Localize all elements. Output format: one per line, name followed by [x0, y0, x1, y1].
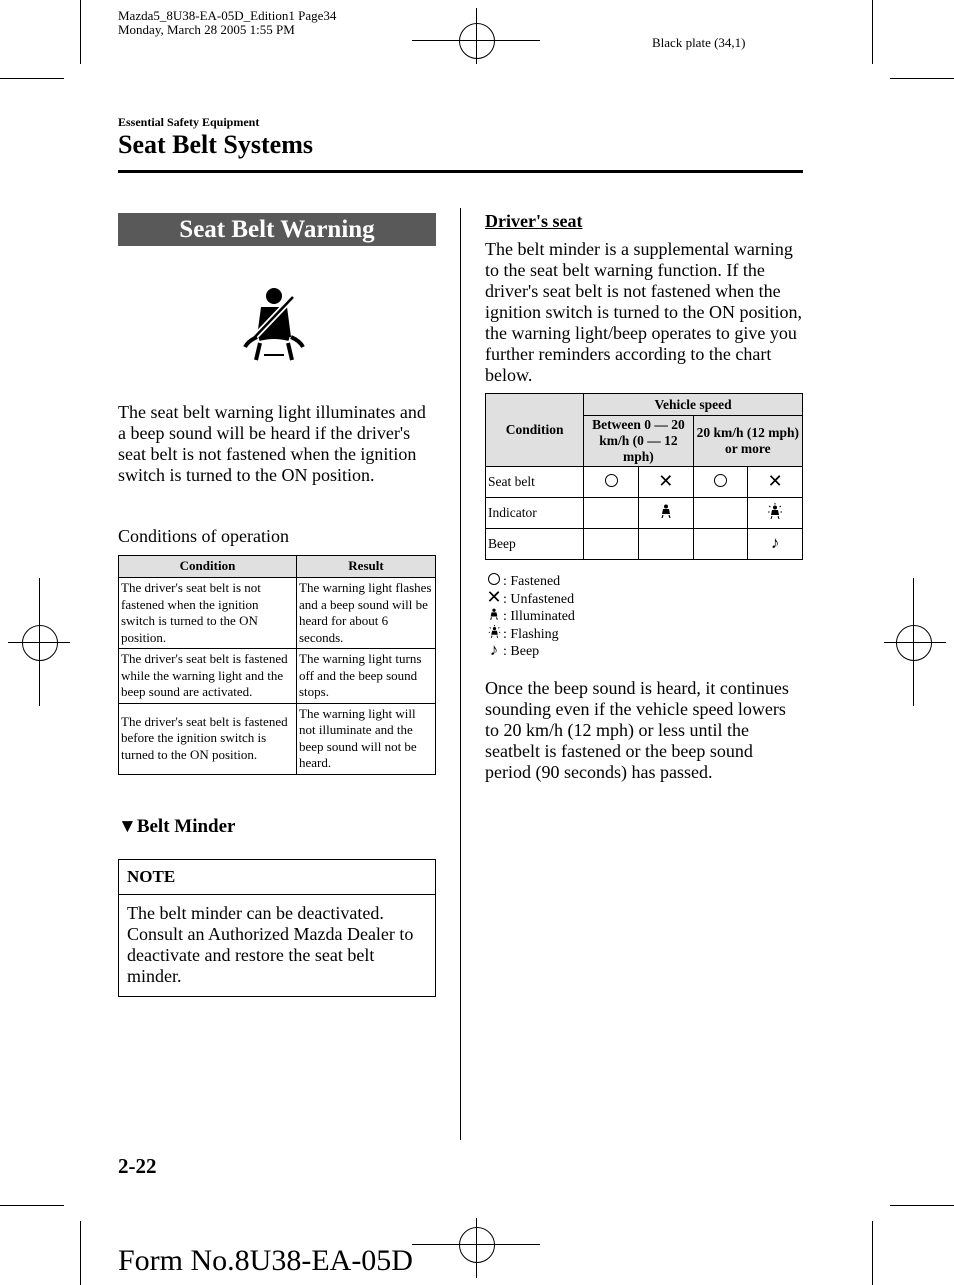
table-header: Between 0 — 20 km/h (0 — 12 mph) [584, 416, 693, 467]
crop-mark [0, 1205, 64, 1206]
row-label: Beep [486, 529, 584, 560]
legend-label: : Illuminated [503, 609, 575, 624]
table-row [486, 467, 803, 498]
table-cell [693, 498, 748, 529]
vehicle-speed-table [485, 393, 803, 560]
triangle-down-icon: ▼ [118, 816, 137, 837]
legend-item [485, 640, 575, 660]
seat-belt-warning-icon [240, 285, 308, 363]
table-cell: The driver's seat belt is fastened before the ignition switch is turned to the ON position. [119, 703, 297, 774]
row-label: Seat belt [486, 467, 584, 498]
crop-mark [80, 0, 81, 64]
note-body: The belt minder can be deactivated. Consult an Authorized Mazda Dealer to deactivate and restore the seat belt minder. [127, 903, 414, 986]
legend-item [485, 608, 575, 625]
table-cell [584, 529, 639, 560]
belt-minder-heading [118, 816, 236, 838]
crop-mark [890, 78, 954, 79]
fastened-circle-icon [488, 573, 500, 585]
page-title: Seat Belt Systems [118, 130, 313, 159]
beep-duration-paragraph: Once the beep sound is heard, it continues sounding even if the vehicle speed lowers to 20 km/h (12 mph) or less until the seatbelt is fastened or the beep sound period (90 seconds) has passed. [485, 678, 789, 782]
beep-note-icon: ♪ [489, 640, 499, 659]
column-divider [460, 208, 461, 1140]
note-box [118, 859, 436, 997]
beep-note-icon: ♪ [770, 533, 780, 552]
table-cell [693, 529, 748, 560]
table-header: Condition [486, 394, 584, 467]
fastened-circle-icon [714, 474, 727, 487]
table-row [119, 703, 436, 774]
legend-item [485, 587, 575, 608]
legend-label: : Flashing [503, 627, 559, 642]
drivers-seat-heading: Driver's seat [485, 211, 583, 231]
illuminated-seatbelt-icon [660, 504, 672, 518]
unfastened-cross-icon: ✕ [658, 470, 674, 491]
table-header: 20 km/h (12 mph) or more [693, 416, 802, 467]
table-cell [584, 467, 639, 498]
table-cell [748, 498, 803, 529]
intro-paragraph: The seat belt warning light illuminates and a beep sound will be heard if the driver's seat belt is not fastened when the ignition switch is turned to the ON position. [118, 402, 426, 485]
table-cell: The driver's seat belt is fastened while the warning light and the beep sound are activated. [119, 649, 297, 704]
table-cell [638, 467, 693, 498]
table-cell: The driver's seat belt is not fastened when the ignition switch is turned to the ON position. [119, 578, 297, 649]
crop-mark [872, 1221, 873, 1285]
table-row [119, 649, 436, 704]
unfastened-cross-icon: ✕ [486, 587, 502, 607]
legend-item [485, 625, 575, 643]
topic-banner: Seat Belt Warning Light/Beep [118, 213, 436, 246]
crop-mark [890, 1205, 954, 1206]
form-number: Form No.8U38-EA-05D [118, 1244, 413, 1277]
title-divider [118, 170, 803, 173]
page-number: 2-22 [118, 1154, 157, 1178]
section-label: Essential Safety Equipment [118, 115, 260, 129]
conditions-label: Conditions of operation [118, 526, 289, 546]
fastened-circle-icon [605, 474, 618, 487]
symbol-legend [485, 573, 575, 660]
unfastened-cross-icon: ✕ [767, 470, 783, 491]
table-cell [748, 529, 803, 560]
crop-mark [80, 1221, 81, 1285]
conditions-table [118, 555, 436, 775]
table-header: Condition [119, 556, 297, 578]
table-cell [748, 467, 803, 498]
legend-label: : Fastened [503, 574, 561, 589]
belt-minder-paragraph: The belt minder is a supplemental warning to the seat belt warning function. If the driver's seat belt is not fastened when the ignition switch is turned to the ON position, the warning light/beep operates to give you further reminders according to the chart below. [485, 239, 802, 385]
print-header-date: Monday, March 28 2005 1:55 PM [118, 22, 295, 37]
table-cell [638, 498, 693, 529]
table-row [486, 498, 803, 529]
table-cell [638, 529, 693, 560]
table-cell: The warning light flashes and a beep sound will be heard for about 6 seconds. [297, 578, 436, 649]
table-cell [693, 467, 748, 498]
table-row [119, 578, 436, 649]
table-row [486, 529, 803, 560]
print-header-file: Mazda5_8U38-EA-05D_Edition1 Page34 [118, 8, 337, 23]
table-cell: The warning light turns off and the beep sound stops. [297, 649, 436, 704]
illuminated-seatbelt-icon [489, 608, 499, 620]
belt-minder-heading-text: Belt Minder [136, 816, 236, 837]
flashing-seatbelt-icon [488, 625, 501, 638]
table-header: Vehicle speed [584, 394, 803, 416]
legend-label: : Unfastened [503, 592, 575, 607]
table-cell [584, 498, 639, 529]
print-header-plate: Black plate (34,1) [652, 35, 746, 50]
note-title: NOTE [119, 860, 435, 895]
crop-mark [0, 78, 64, 79]
table-cell: The warning light will not illuminate and the beep sound will not be heard. [297, 703, 436, 774]
flashing-seatbelt-icon [767, 503, 783, 519]
row-label: Indicator [486, 498, 584, 529]
crop-mark [872, 0, 873, 64]
table-header: Result [297, 556, 436, 578]
legend-label: : Beep [503, 644, 540, 659]
